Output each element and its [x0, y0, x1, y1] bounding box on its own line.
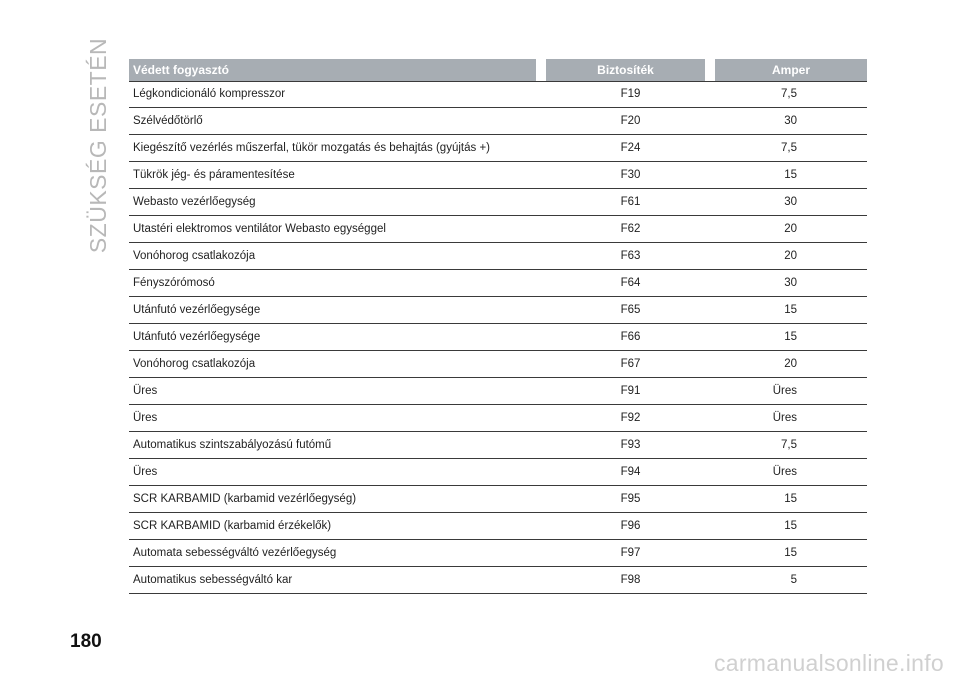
cell-fuse: F98 [620, 574, 641, 586]
cell-ampere: Üres [772, 466, 797, 478]
cell-ampere: 20 [784, 358, 797, 370]
cell-ampere: 7,5 [781, 439, 797, 451]
cell-consumer: Webasto vezérlőegység [133, 196, 256, 208]
table-row [129, 351, 867, 378]
table-row [129, 540, 867, 567]
cell-ampere: 15 [784, 520, 797, 532]
cell-fuse: F19 [620, 88, 641, 100]
cell-fuse: F24 [620, 142, 641, 154]
cell-ampere: 15 [784, 493, 797, 505]
table-row [129, 108, 867, 135]
table-row [129, 135, 867, 162]
cell-ampere: 30 [784, 196, 797, 208]
cell-fuse: F64 [620, 277, 641, 289]
cell-consumer: Tükrök jég- és páramentesítése [133, 169, 295, 181]
cell-consumer: Automatikus sebességváltó kar [133, 574, 293, 586]
cell-ampere: Üres [772, 412, 797, 424]
table-row [129, 486, 867, 513]
cell-ampere: 20 [784, 250, 797, 262]
cell-fuse: F20 [620, 115, 641, 127]
cell-fuse: F63 [620, 250, 641, 262]
cell-fuse: F66 [620, 331, 641, 343]
table-row [129, 324, 867, 351]
cell-fuse: F30 [620, 169, 641, 181]
cell-consumer: Automatikus szintszabályozású futómű [133, 439, 332, 451]
cell-consumer: SCR KARBAMID (karbamid érzékelők) [133, 520, 332, 532]
table-row [129, 189, 867, 216]
watermark: carmanualsonline.info [713, 650, 944, 676]
cell-fuse: F94 [620, 466, 641, 478]
header-protected-consumer: Védett fogyasztó [129, 59, 536, 81]
table-row [129, 162, 867, 189]
cell-consumer: SCR KARBAMID (karbamid vezérlőegység) [133, 493, 357, 505]
cell-fuse: F65 [620, 304, 641, 316]
section-side-title [84, 37, 114, 253]
table-row [129, 216, 867, 243]
cell-consumer: Utastéri elektromos ventilátor Webasto egységgel [133, 223, 386, 235]
cell-consumer: Üres [133, 385, 158, 397]
cell-ampere: 15 [784, 331, 797, 343]
cell-consumer: Kiegészítő vezérlés műszerfal, tükör mozgatás és behajtás (gyújtás +) [133, 142, 490, 154]
table-row [129, 459, 867, 486]
cell-ampere: 15 [784, 547, 797, 559]
page-number: 180 [70, 631, 102, 652]
table-row [129, 567, 867, 594]
table-row [129, 378, 867, 405]
cell-fuse: F95 [620, 493, 641, 505]
cell-fuse: F91 [620, 385, 641, 397]
header-fuse: Biztosíték [546, 59, 705, 81]
cell-ampere: 30 [784, 277, 797, 289]
cell-consumer: Vonóhorog csatlakozója [133, 250, 256, 262]
table-row [129, 405, 867, 432]
table-row [129, 432, 867, 459]
cell-ampere: 20 [784, 223, 797, 235]
cell-fuse: F62 [620, 223, 641, 235]
cell-consumer: Vonóhorog csatlakozója [133, 358, 256, 370]
cell-consumer: Utánfutó vezérlőegysége [133, 331, 261, 343]
table-row [129, 243, 867, 270]
cell-consumer: Üres [133, 466, 158, 478]
cell-ampere: 5 [790, 574, 797, 586]
cell-consumer: Utánfutó vezérlőegysége [133, 304, 261, 316]
cell-consumer: Automata sebességváltó vezérlőegység [133, 547, 337, 559]
cell-fuse: F93 [620, 439, 641, 451]
cell-ampere: 7,5 [781, 88, 797, 100]
cell-consumer: Szélvédőtörlő [133, 115, 203, 127]
cell-ampere: 15 [784, 169, 797, 181]
cell-ampere: Üres [772, 385, 797, 397]
cell-consumer: Fényszórómosó [133, 277, 215, 289]
table-row [129, 81, 867, 108]
cell-consumer: Üres [133, 412, 158, 424]
cell-fuse: F61 [620, 196, 641, 208]
cell-ampere: 15 [784, 304, 797, 316]
table-header [129, 59, 867, 81]
header-ampere: Amper [715, 59, 867, 81]
table-row [129, 513, 867, 540]
cell-fuse: F97 [620, 547, 641, 559]
cell-fuse: F96 [620, 520, 641, 532]
table-row [129, 270, 867, 297]
table-row [129, 297, 867, 324]
table-body [129, 81, 867, 594]
fuse-table [129, 59, 867, 594]
cell-consumer: Légkondicionáló kompresszor [133, 88, 286, 100]
cell-ampere: 7,5 [781, 142, 797, 154]
cell-fuse: F67 [620, 358, 641, 370]
section-side-title-text: SZÜKSÉG ESETÉN [85, 37, 112, 253]
cell-fuse: F92 [620, 412, 641, 424]
cell-ampere: 30 [784, 115, 797, 127]
